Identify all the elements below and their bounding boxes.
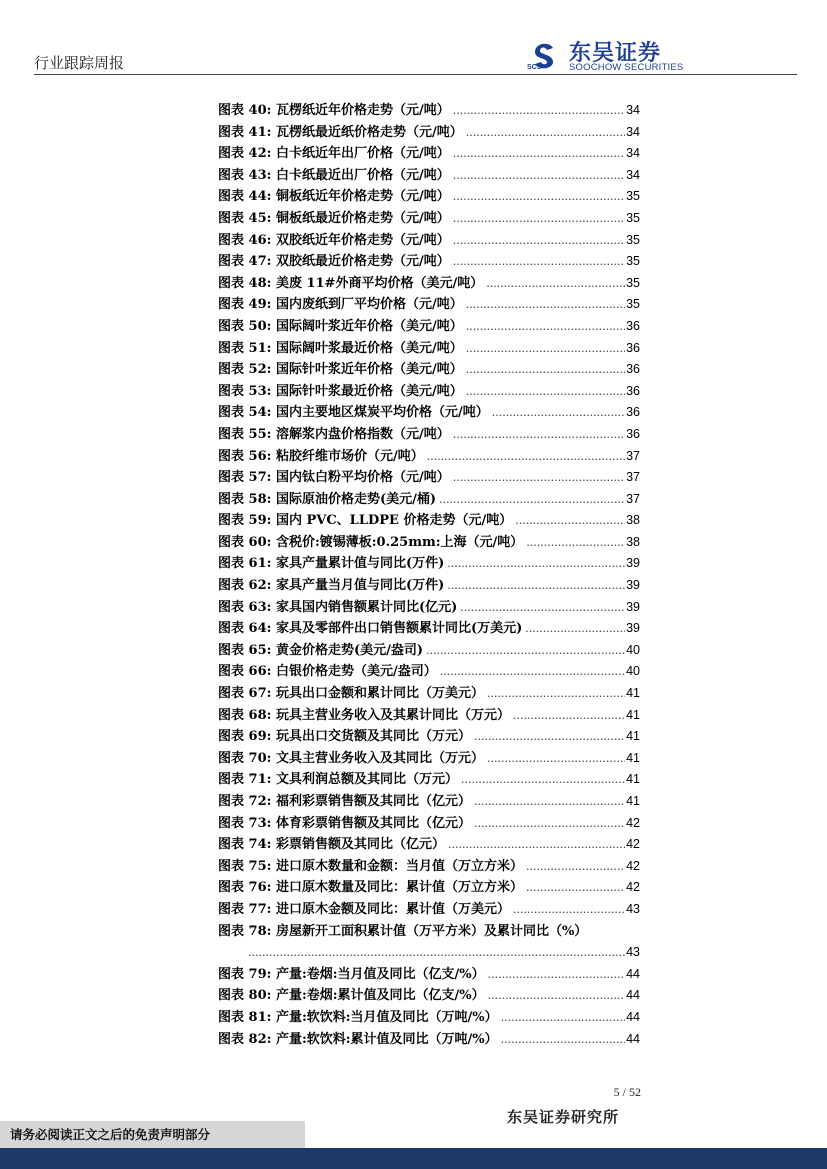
toc-leader-dots <box>525 618 625 640</box>
toc-entry-page: 42 <box>626 858 640 873</box>
toc-entry-page: 34 <box>626 146 640 161</box>
toc-entry[interactable] <box>218 122 640 144</box>
toc-entry[interactable] <box>218 230 640 252</box>
toc-entry-page: 34 <box>626 103 640 117</box>
toc-leader-dots <box>453 165 625 187</box>
logo-abbr: SCS <box>527 64 542 71</box>
toc-entry-page: 43 <box>626 945 640 960</box>
toc-leader-dots <box>440 661 625 683</box>
toc-entry-label: 图表 65: 黄金价格走势(美元/盎司) <box>218 642 423 658</box>
toc-entry-label: 图表 67: 玩具出口金额和累计同比（万美元） <box>218 686 484 702</box>
toc-entry-label: 图表 69: 玩具出口交货额及其同比（万元） <box>218 729 471 745</box>
toc-entry-label: 图表 48: 美废 11#外商平均价格（美元/吨） <box>218 275 484 291</box>
toc-entry-page: 39 <box>626 578 640 593</box>
toc-entry-label: 图表 62: 家具产量当月值与同比(万件) <box>218 578 445 594</box>
toc-leader-dots <box>474 791 625 813</box>
toc-leader-dots <box>426 640 625 662</box>
toc-entry-continuation[interactable] <box>218 942 640 964</box>
figure-list <box>218 100 640 1050</box>
toc-entry-page: 39 <box>626 556 640 571</box>
toc-entry-page: 42 <box>626 880 640 895</box>
toc-entry[interactable] <box>218 424 640 446</box>
toc-entry[interactable] <box>218 251 640 273</box>
toc-entry-page: 34 <box>626 167 640 182</box>
toc-entry[interactable] <box>218 446 640 468</box>
toc-leader-dots <box>453 424 625 446</box>
header-rule <box>34 74 797 75</box>
toc-entry-page: 35 <box>626 254 640 269</box>
toc-leader-dots <box>453 251 625 273</box>
toc-entry[interactable] <box>218 553 640 575</box>
toc-leader-dots <box>513 705 625 727</box>
toc-entry-label: 图表 41: 瓦楞纸最近纸价格走势（元/吨） <box>218 124 463 140</box>
toc-leader-dots <box>526 532 625 554</box>
toc-leader-dots <box>487 748 625 770</box>
toc-leader-dots <box>453 143 625 165</box>
toc-entry-label: 图表 64: 家具及零部件出口销售额累计同比(万美元) <box>218 621 523 637</box>
toc-entry-page: 44 <box>626 1031 640 1046</box>
toc-leader-dots <box>474 726 625 748</box>
toc-entry-label: 图表 58: 国际原油价格走势(美元/桶) <box>218 491 436 507</box>
toc-entry-label: 图表 56: 粘胶纤维市场价（元/吨） <box>218 448 424 464</box>
toc-entry-page: 37 <box>626 491 640 506</box>
toc-leader-dots <box>466 294 625 316</box>
toc-entry[interactable] <box>218 273 640 295</box>
page-number: 5 / 52 <box>613 1085 641 1099</box>
toc-leader-dots <box>447 575 625 597</box>
toc-entry-page: 43 <box>626 901 640 916</box>
toc-entry-label: 图表 71: 文具利润总额及其同比（万元） <box>218 772 458 788</box>
toc-entry[interactable] <box>218 467 640 489</box>
toc-entry[interactable] <box>218 165 640 187</box>
toc-entry-page: 38 <box>626 513 640 528</box>
toc-entry-page: 41 <box>626 750 640 765</box>
toc-entry-label: 图表 75: 进口原木数量和金额：当月值（万立方米） <box>218 858 523 874</box>
toc-leader-dots <box>453 467 625 489</box>
toc-entry-page: 44 <box>626 1009 640 1024</box>
toc-entry-page: 44 <box>626 988 640 1003</box>
toc-entry[interactable] <box>218 208 640 230</box>
toc-leader-dots <box>501 1029 625 1051</box>
toc-entry[interactable] <box>218 769 640 791</box>
toc-entry[interactable] <box>218 748 640 770</box>
toc-entry[interactable] <box>218 316 640 338</box>
toc-entry[interactable] <box>218 856 640 878</box>
toc-entry-page: 36 <box>626 318 640 333</box>
toc-entry-page: 36 <box>626 362 640 377</box>
toc-entry[interactable] <box>218 640 640 662</box>
toc-leader-dots <box>466 381 625 403</box>
toc-entry[interactable] <box>218 1029 640 1051</box>
toc-entry-label: 图表 81: 产量:软饮料:当月值及同比（万吨/%） <box>218 1009 498 1025</box>
toc-entry[interactable] <box>218 510 640 532</box>
toc-entry-label: 图表 77: 进口原木金额及同比：累计值（万美元） <box>218 901 510 917</box>
toc-entry[interactable] <box>218 921 640 943</box>
toc-entry-label: 图表 57: 国内钛白粉平均价格（元/吨） <box>218 470 450 486</box>
toc-leader-dots <box>466 338 625 360</box>
toc-entry-page: 35 <box>626 232 640 247</box>
toc-entry[interactable] <box>218 532 640 554</box>
toc-entry[interactable] <box>218 683 640 705</box>
toc-entry-page: 35 <box>626 275 640 290</box>
toc-leader-dots <box>453 100 625 122</box>
toc-entry[interactable] <box>218 899 640 921</box>
toc-entry-label: 图表 54: 国内主要地区煤炭平均价格（元/吨） <box>218 405 489 421</box>
toc-entry[interactable] <box>218 985 640 1007</box>
toc-entry[interactable] <box>218 726 640 748</box>
toc-leader-dots <box>487 683 625 705</box>
toc-entry-page: 35 <box>626 189 640 204</box>
toc-entry-page: 42 <box>626 837 640 852</box>
toc-entry-page: 36 <box>626 383 640 398</box>
toc-entry-page: 39 <box>626 599 640 614</box>
toc-entry-label: 图表 72: 福利彩票销售额及其同比（亿元） <box>218 794 471 809</box>
toc-entry[interactable] <box>218 489 640 511</box>
toc-entry[interactable] <box>218 294 640 316</box>
toc-entry-label: 图表 53: 国际针叶浆最近价格（美元/吨） <box>218 383 463 399</box>
toc-entry-label: 图表 76: 进口原木数量及同比：累计值（万立方米） <box>218 880 523 896</box>
toc-entry[interactable] <box>218 597 640 619</box>
toc-leader-dots <box>427 446 625 468</box>
toc-entry-page: 41 <box>626 707 640 722</box>
toc-leader-dots <box>488 964 625 986</box>
toc-entry-page: 36 <box>626 405 640 420</box>
toc-entry[interactable] <box>218 381 640 403</box>
toc-leader-dots <box>526 856 625 878</box>
toc-entry-page: 34 <box>626 124 640 139</box>
toc-entry-label: 图表 80: 产量:卷烟:累计值及同比（亿支/%） <box>218 988 485 1004</box>
toc-entry-label: 图表 51: 国际阔叶浆最近价格（美元/吨） <box>218 340 463 356</box>
toc-leader-dots <box>501 1007 625 1029</box>
toc-entry-page: 44 <box>626 966 640 981</box>
toc-entry[interactable] <box>218 143 640 165</box>
toc-leader-dots <box>248 942 625 964</box>
toc-entry[interactable] <box>218 338 640 360</box>
toc-entry-page: 36 <box>626 340 640 355</box>
toc-entry-label: 图表 60: 含税价:镀锡薄板:0.25mm:上海（元/吨） <box>218 534 524 550</box>
toc-entry[interactable] <box>218 186 640 208</box>
toc-leader-dots <box>447 553 625 575</box>
toc-leader-dots <box>439 489 625 511</box>
toc-entry[interactable] <box>218 575 640 597</box>
toc-leader-dots <box>486 273 625 295</box>
toc-leader-dots <box>466 316 625 338</box>
toc-entry-label: 图表 55: 溶解浆内盘价格指数（元/吨） <box>218 426 450 442</box>
toc-entry-label: 图表 40: 瓦楞纸近年价格走势（元/吨） <box>218 103 450 118</box>
toc-leader-dots <box>526 877 625 899</box>
toc-entry-label: 图表 68: 玩具主营业务收入及其累计同比（万元） <box>218 707 510 723</box>
toc-entry-page: 37 <box>626 448 640 463</box>
toc-entry-page: 37 <box>626 470 640 485</box>
toc-entry-label: 图表 79: 产量:卷烟:当月值及同比（亿支/%） <box>218 966 485 982</box>
toc-entry-page: 35 <box>626 297 640 312</box>
doc-type-label: 行业跟踪周报 <box>34 54 125 72</box>
toc-entry-page: 41 <box>626 772 640 787</box>
logo-name-en: SOOCHOW SECURITIES <box>569 62 684 73</box>
toc-entry-page: 40 <box>626 642 640 657</box>
toc-entry-label: 图表 59: 国内 PVC、LLDPE 价格走势（元/吨） <box>218 513 513 529</box>
toc-entry-page: 40 <box>626 664 640 679</box>
toc-entry[interactable] <box>218 402 640 424</box>
toc-entry-page: 38 <box>626 534 640 549</box>
toc-entry-label: 图表 74: 彩票销售额及其同比（亿元） <box>218 837 445 853</box>
toc-entry-label: 图表 45: 铜板纸最近价格走势（元/吨） <box>218 210 450 226</box>
toc-entry[interactable] <box>218 359 640 381</box>
toc-leader-dots <box>513 899 625 921</box>
toc-entry-label: 图表 63: 家具国内销售额累计同比(亿元) <box>218 599 458 615</box>
toc-entry-page: 41 <box>626 729 640 744</box>
toc-entry[interactable] <box>218 791 640 813</box>
toc-leader-dots <box>448 834 625 856</box>
toc-leader-dots <box>466 122 625 144</box>
toc-entry-page: 41 <box>626 794 640 808</box>
toc-entry[interactable] <box>218 813 640 835</box>
toc-leader-dots <box>453 230 625 252</box>
toc-entry-label: 图表 44: 铜板纸近年价格走势（元/吨） <box>218 189 450 205</box>
toc-leader-dots <box>492 402 625 424</box>
toc-entry-label: 图表 49: 国内废纸到厂平均价格（元/吨） <box>218 297 463 313</box>
toc-leader-dots <box>460 597 625 619</box>
toc-entry-label: 图表 78: 房屋新开工面积累计值（万平方米）及累计同比（%） <box>218 923 588 939</box>
toc-entry-label: 图表 70: 文具主营业务收入及其同比（万元） <box>218 750 484 766</box>
toc-entry-label: 图表 42: 白卡纸近年出厂价格（元/吨） <box>218 146 450 162</box>
toc-leader-dots <box>466 359 625 381</box>
toc-entry[interactable] <box>218 834 640 856</box>
toc-entry-page: 36 <box>626 426 640 441</box>
toc-entry[interactable] <box>218 964 640 986</box>
toc-entry-page: 41 <box>626 686 640 701</box>
footer-bar <box>0 1148 827 1169</box>
toc-entry-label: 图表 82: 产量:软饮料:累计值及同比（万吨/%） <box>218 1031 498 1047</box>
toc-leader-dots <box>515 510 625 532</box>
toc-entry[interactable] <box>218 877 640 899</box>
toc-entry-label: 图表 66: 白银价格走势（美元/盎司） <box>218 664 437 680</box>
toc-entry-label: 图表 61: 家具产量累计值与同比(万件) <box>218 556 445 572</box>
toc-entry-label: 图表 43: 白卡纸最近出厂价格（元/吨） <box>218 167 450 183</box>
footer-org-name: 东吴证券研究所 <box>506 1108 619 1126</box>
toc-leader-dots <box>461 769 625 791</box>
toc-entry-page: 39 <box>626 621 640 636</box>
toc-entry[interactable] <box>218 661 640 683</box>
toc-entry[interactable] <box>218 100 640 122</box>
toc-leader-dots <box>488 985 625 1007</box>
toc-entry-page: 42 <box>626 815 640 830</box>
toc-leader-dots <box>453 186 625 208</box>
toc-entry[interactable] <box>218 1007 640 1029</box>
disclaimer-text: 请务必阅读正文之后的免责声明部分 <box>10 1127 211 1142</box>
toc-entry-label: 图表 50: 国际阔叶浆近年价格（美元/吨） <box>218 318 463 334</box>
company-logo <box>527 38 707 74</box>
toc-leader-dots <box>453 208 625 230</box>
toc-entry[interactable] <box>218 705 640 727</box>
toc-entry-label: 图表 46: 双胶纸近年价格走势（元/吨） <box>218 232 450 248</box>
toc-entry-label: 图表 52: 国际针叶浆近年价格（美元/吨） <box>218 362 463 378</box>
toc-leader-dots <box>474 813 625 835</box>
logo-name-cn: 东吴证券 <box>569 41 662 66</box>
toc-entry[interactable] <box>218 618 640 640</box>
toc-entry-label: 图表 47: 双胶纸最近价格走势（元/吨） <box>218 254 450 270</box>
disclaimer-banner <box>0 1121 305 1148</box>
toc-entry-label: 图表 73: 体育彩票销售额及其同比（亿元） <box>218 815 471 831</box>
toc-entry-page: 35 <box>626 210 640 225</box>
